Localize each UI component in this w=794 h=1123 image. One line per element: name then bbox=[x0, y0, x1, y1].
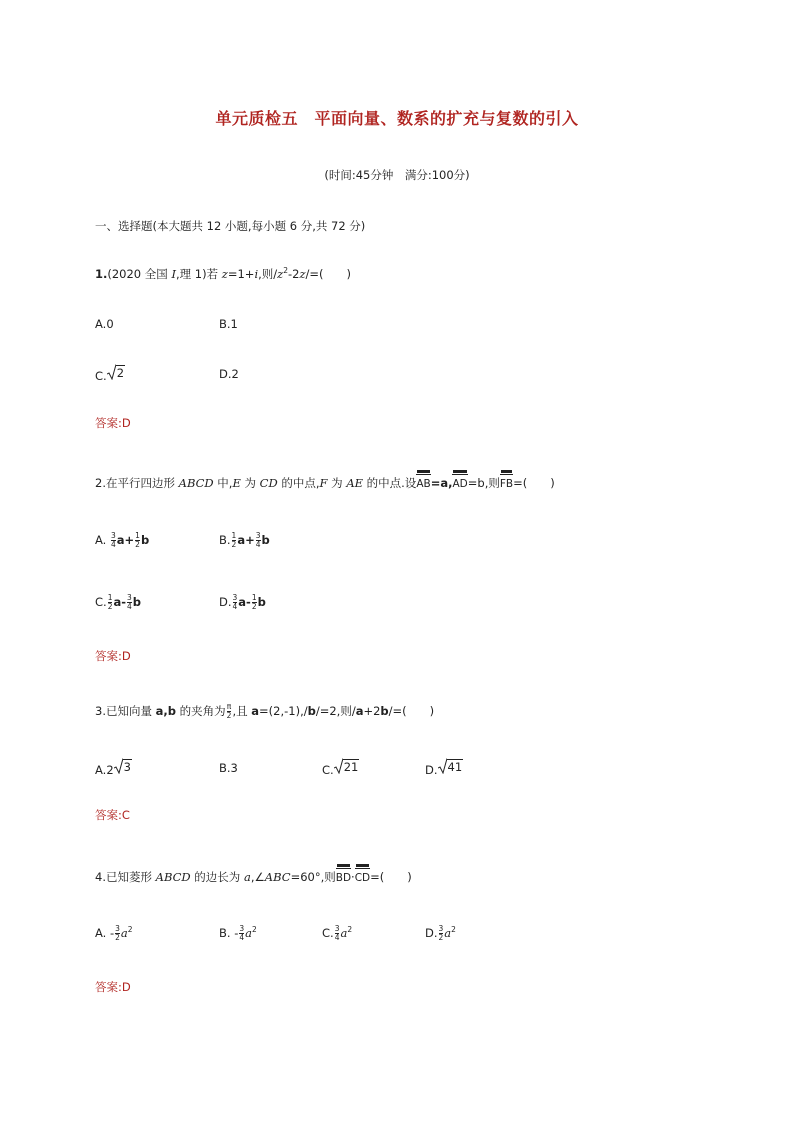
q4-var: ABCD bbox=[155, 870, 191, 884]
sqrt-symbol bbox=[107, 364, 125, 380]
q2-text: 的中点.设 bbox=[363, 476, 417, 490]
option-label: A.2 bbox=[95, 763, 114, 777]
q1-text: ,理 1)若 bbox=[176, 267, 222, 281]
fraction: $\frac{3}{2}$ bbox=[115, 924, 120, 942]
option-label: B. bbox=[219, 926, 231, 940]
q1-option-c-radicand: 2 bbox=[116, 366, 125, 380]
fraction: $\frac{\pi}{2}$ bbox=[226, 702, 232, 720]
q1-var-i: i bbox=[254, 267, 259, 281]
var-a: a bbox=[444, 926, 452, 940]
q2-option-a bbox=[95, 532, 149, 549]
option-label: D. bbox=[425, 763, 438, 777]
vector-ad: AD bbox=[452, 472, 467, 492]
fraction: $\frac{3}{4}$ bbox=[334, 924, 340, 942]
q3-vector-a: a bbox=[355, 704, 364, 718]
q2-text: =b,则 bbox=[467, 476, 500, 490]
q4-text: 的边长为 bbox=[190, 870, 244, 884]
sqrt-symbol: 21 bbox=[334, 758, 360, 774]
q4-answer: 答案:D bbox=[95, 980, 131, 994]
q3-option-d bbox=[425, 758, 463, 778]
fraction: $\frac{1}{2}$ bbox=[135, 531, 140, 549]
minus-sign: - bbox=[109, 926, 115, 940]
fraction: $\frac{1}{2}$ bbox=[231, 531, 237, 549]
q4-var: ABC bbox=[264, 870, 291, 884]
q4-text: =( ) bbox=[370, 870, 412, 884]
vector-fb: FB bbox=[500, 472, 513, 492]
fraction: $\frac{1}{2}$ bbox=[107, 593, 113, 611]
q2-text: =a, bbox=[430, 476, 453, 490]
fraction: $\frac{3}{2}$ bbox=[438, 924, 444, 942]
sqrt-symbol: 3 bbox=[114, 758, 132, 774]
q2-text: 中, bbox=[213, 476, 233, 490]
q3-vector-b: b bbox=[307, 704, 316, 718]
option-label: C. bbox=[322, 926, 334, 940]
q3-text: 的夹角为 bbox=[176, 704, 226, 718]
option-label: D. bbox=[425, 926, 438, 940]
q2-option-b bbox=[219, 532, 270, 549]
q1-text: /=( ) bbox=[305, 267, 352, 281]
q1-option-d: D.2 bbox=[219, 367, 239, 381]
vector-ab: AB bbox=[416, 472, 430, 492]
q3-text: /=( ) bbox=[388, 704, 435, 718]
q3-vector-a: a bbox=[251, 704, 260, 718]
fraction: $\frac{3}{4}$ bbox=[232, 593, 238, 611]
q1-source: (2020 全国 bbox=[107, 267, 172, 281]
q3-text: ,且 bbox=[232, 704, 252, 718]
q2-var: CD bbox=[259, 476, 278, 490]
option-text: a- bbox=[113, 595, 127, 609]
fraction: $\frac{3}{4}$ bbox=[239, 924, 245, 942]
q2-var: E bbox=[232, 476, 241, 490]
q4-option-b bbox=[219, 925, 257, 942]
question-4-stem bbox=[95, 866, 412, 886]
q2-option-d bbox=[219, 594, 266, 611]
fraction: $\frac{3}{4}$ bbox=[255, 531, 261, 549]
q2-option-c bbox=[95, 594, 141, 611]
q1-number: 1. bbox=[95, 267, 108, 281]
q4-text: =60°,则 bbox=[290, 870, 336, 884]
option-label: C. bbox=[322, 763, 334, 777]
q4-var: a bbox=[243, 870, 251, 884]
q3-vectors: a,b bbox=[155, 704, 177, 718]
question-2-stem bbox=[95, 472, 555, 492]
q1-text: -2 bbox=[288, 267, 300, 281]
q1-option-c-label: C. bbox=[95, 369, 107, 383]
q1-var-z: z bbox=[299, 267, 306, 281]
var-a: a bbox=[245, 926, 252, 940]
sqrt-symbol: 41 bbox=[438, 758, 464, 774]
exponent: 2 bbox=[347, 925, 353, 935]
q2-text: 为 bbox=[240, 476, 260, 490]
option-label: B. bbox=[219, 533, 231, 547]
option-label: A. bbox=[95, 926, 107, 940]
q1-roman: I bbox=[171, 267, 176, 281]
vector-cd: CD bbox=[355, 866, 370, 886]
q3-option-a bbox=[95, 758, 132, 778]
document-title: 单元质检五 平面向量、数系的扩充与复数的引入 bbox=[215, 109, 579, 128]
fraction: $\frac{3}{4}$ bbox=[127, 593, 132, 611]
dot-product-symbol: · bbox=[351, 870, 355, 884]
var-a: a bbox=[340, 926, 348, 940]
q1-text: ,则/ bbox=[258, 267, 278, 281]
question-3-stem bbox=[95, 703, 434, 720]
option-text: b bbox=[140, 533, 150, 547]
q2-text: =( ) bbox=[513, 476, 555, 490]
var-a: a bbox=[120, 926, 128, 940]
option-label: A. bbox=[95, 533, 107, 547]
option-text: b bbox=[261, 533, 270, 547]
exponent: 2 bbox=[451, 925, 456, 935]
q1-exponent: 2 bbox=[283, 266, 288, 276]
minus-sign: - bbox=[234, 926, 239, 940]
q1-option-a: A.0 bbox=[95, 317, 114, 331]
exam-time-info: (时间:45分钟 满分:100分) bbox=[324, 168, 470, 182]
section-heading: 一、选择题(本大题共 12 小题,每小题 6 分,共 72 分) bbox=[95, 219, 366, 233]
q2-var: ABCD bbox=[178, 476, 214, 490]
q3-option-c bbox=[322, 758, 359, 778]
fraction: $\frac{1}{2}$ bbox=[251, 593, 257, 611]
option-text: b bbox=[257, 595, 266, 609]
q1-option-c bbox=[95, 364, 125, 384]
q2-text: 为 bbox=[327, 476, 347, 490]
q4-text: ,∠ bbox=[250, 870, 265, 884]
fraction: $\frac{3}{4}$ bbox=[110, 531, 116, 549]
q3-text: =(2,-1),/ bbox=[259, 704, 308, 718]
q2-answer: 答案:D bbox=[95, 649, 131, 663]
q2-text: 2.在平行四边形 bbox=[95, 476, 179, 490]
option-text: a+ bbox=[237, 533, 255, 547]
q3-text: /=2,则/ bbox=[315, 704, 356, 718]
exponent: 2 bbox=[127, 925, 133, 935]
q3-text: 3.已知向量 bbox=[95, 704, 156, 718]
q3-answer: 答案:C bbox=[95, 808, 130, 822]
option-label: C. bbox=[95, 595, 107, 609]
option-text: a+ bbox=[116, 533, 135, 547]
q4-text: 4.已知菱形 bbox=[95, 870, 156, 884]
vector-bd: BD bbox=[336, 866, 351, 886]
q1-option-b: B.1 bbox=[219, 317, 238, 331]
q1-answer: 答案:D bbox=[95, 416, 131, 430]
q3-text: +2 bbox=[363, 704, 381, 718]
q1-var-z: z bbox=[277, 267, 284, 281]
q3-option-b: B.3 bbox=[219, 761, 238, 775]
q2-var: AE bbox=[346, 476, 364, 490]
q1-var-z: z bbox=[221, 267, 228, 281]
question-1-stem bbox=[95, 266, 351, 282]
q2-text: 的中点, bbox=[277, 476, 320, 490]
q2-var: F bbox=[319, 476, 328, 490]
q4-option-c bbox=[322, 925, 352, 942]
q3-vector-b: b bbox=[380, 704, 389, 718]
q4-option-d bbox=[425, 925, 456, 942]
option-label: D. bbox=[219, 595, 232, 609]
exponent: 2 bbox=[252, 925, 257, 935]
option-text: b bbox=[132, 595, 142, 609]
option-text: a- bbox=[238, 595, 251, 609]
q1-text: =1+ bbox=[227, 267, 255, 281]
q4-option-a bbox=[95, 925, 133, 942]
